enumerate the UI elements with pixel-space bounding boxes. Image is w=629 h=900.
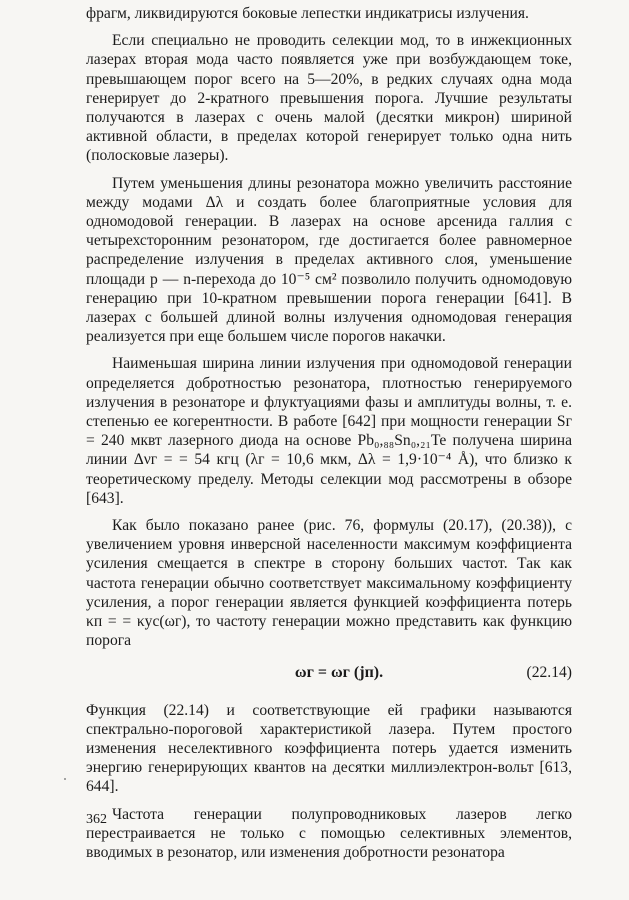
paragraph-mode-selection: Если специально не проводить селекции мод, то в инжекционных лазерах вторая мода часто появляется уже при возбуждающем токе, превышающем порог всего на 5—20%, в редких случаях одна мода генерирует до 2-кратного превышения порога. Лучшие результаты получаются в лазерах с очень малой (десятки микрон) шириной активной области, в пределах которой генерирует только одна нить (полосковые лазеры). xyxy=(86,32,572,165)
paragraph-gain-shift: Как было показано ранее (рис. 76, формулы (20.17), (20.38)), с увеличением уровня инверсной населенности максимум коэффициента усиления смещается в спектре в сторону больших частот. Так как частота генерации обычно соответствует максимальному коэффициенту усиления, а порог генерации является функцией коэффициента потерь κп = = κус(ωг), то частоту генерации можно представить как функцию порога xyxy=(86,517,572,650)
paragraph-linewidth: Наименьшая ширина линии излучения при одномодовой генерации определяется добротностью резонатора, плотностью генерируемого излучения в резонаторе и флуктуациями фазы и амплитуды волны, т. е. степенью ее когерентности. В работе [642] при мощности генерации Sг = 240 мквт лазерного диода на основе Pb₀,₈₈Sn₀,₂₁Te получена ширина линии Δνг = = 54 кгц (λг = 10,6 мкм, Δλ = 1,9·10⁻⁴ Å), что близко к теоретическому пределу. Методы селекции мод рассмотрены в обзоре [643]. xyxy=(86,355,572,507)
equation-number: (22.14) xyxy=(526,663,572,681)
scan-speck xyxy=(64,778,66,780)
paragraph-resonator-length: Путем уменьшения длины резонатора можно увеличить расстояние между модами Δλ и создать более благоприятные условия для одномодовой генерации. В лазерах на основе арсенида галлия с четырехсторонним резонатором, где достигается более равномерное распределение излучения в пределах активного слоя, уменьшение площади p — n-перехода до 10⁻⁵ см² позволило получить одномодовую генерацию при 10-кратном превышении порога генерации [641]. В лазерах с большей длиной волны излучения одномодовая генерация реализуется при еще большем числе порогов накачки. xyxy=(86,174,572,346)
paragraph-continuation: фрагм, ликвидируются боковые лепестки индикатрисы излучения. xyxy=(86,5,529,22)
paragraph-spectral-threshold: Функция (22.14) и соответствующие ей графики называются спектрально-пороговой характеристикой лазера. Путем простого изменения неселективного коэффициента потерь удается изменить энергию генерирующих квантов на десятки миллиэлектрон-вольт [613, 644]. xyxy=(86,701,572,796)
equation-expression: ωг = ωг (jп). xyxy=(294,663,384,681)
page-number: 362 xyxy=(86,812,107,827)
paragraph-tuning: Частота генерации полупроводниковых лазеров легко перестраивается не только с помощью селективных элементов, вводимых в резонатор, или изменения добротности резонатора xyxy=(86,805,572,861)
text-column xyxy=(86,4,572,870)
equation-22-14 xyxy=(86,659,572,689)
